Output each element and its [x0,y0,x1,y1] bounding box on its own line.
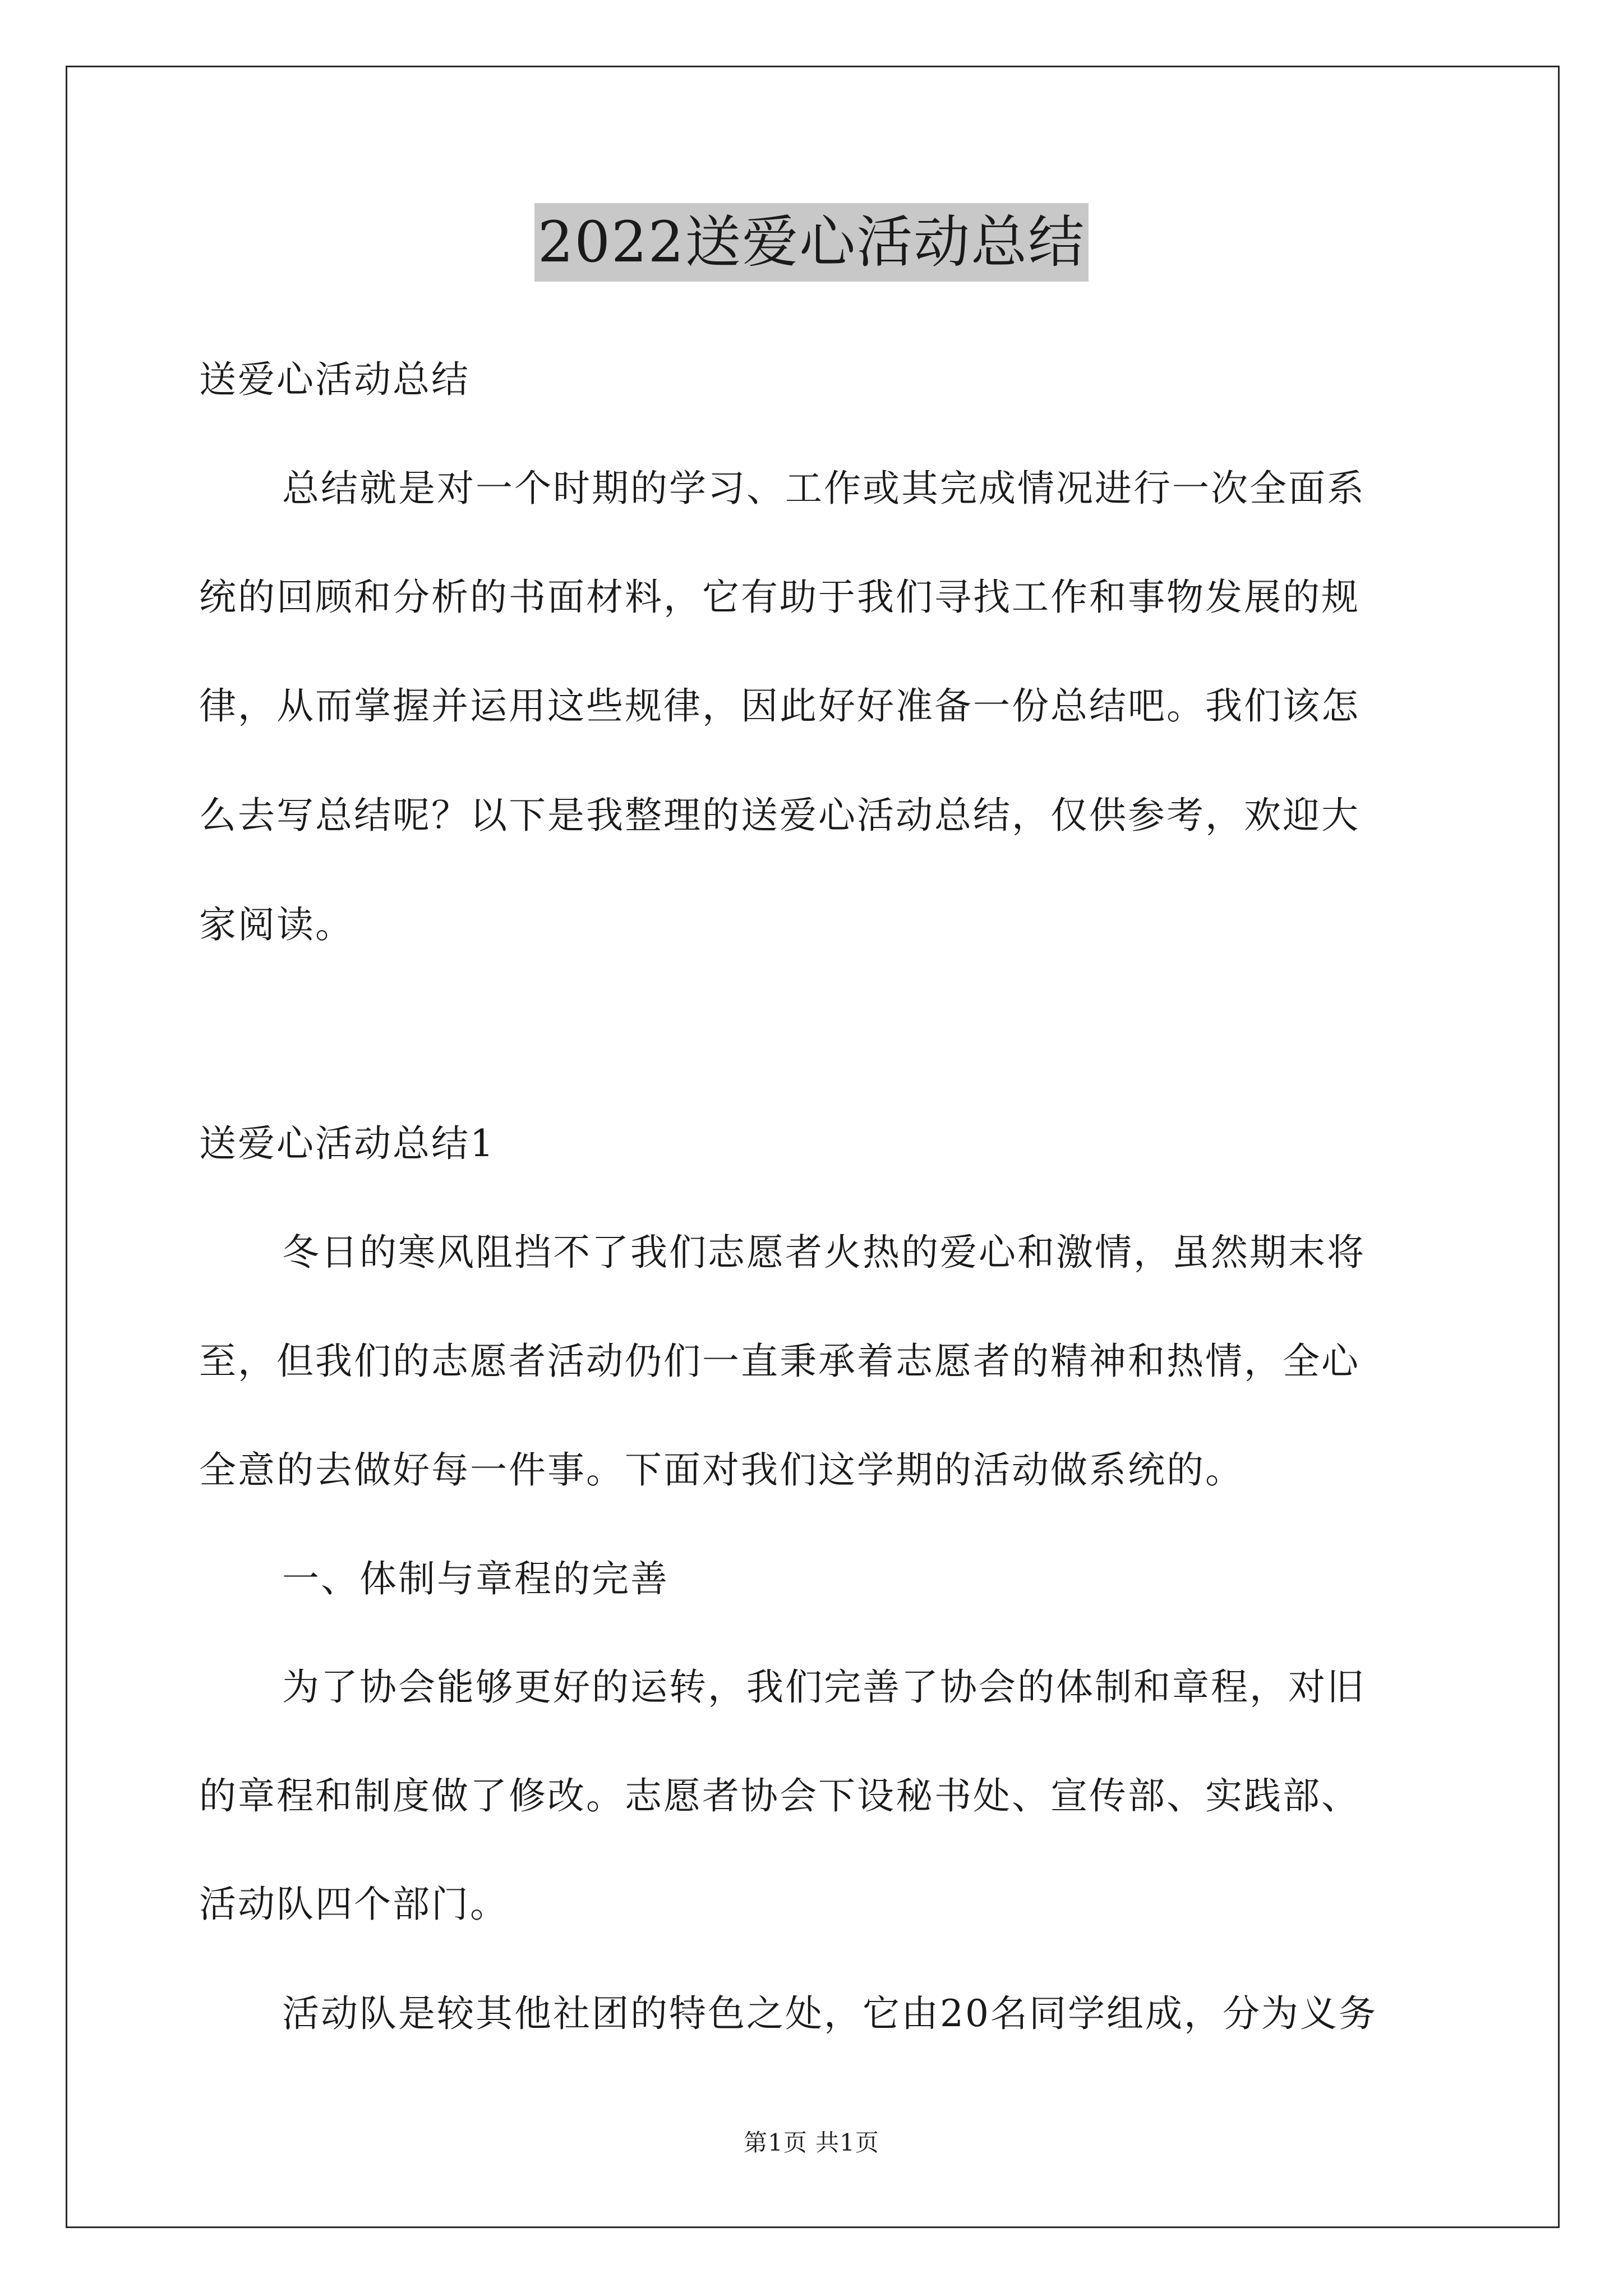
document-title: 2022送爱心活动总结 [534,203,1089,282]
intro-line: 么去写总结呢？以下是我整理的送爱心活动总结，仅供参考，欢迎大 [199,794,1360,837]
paragraph-line: 为了协会能够更好的运转，我们完善了协会的体制和章程，对旧 [282,1665,1366,1709]
section-heading: 送爱心活动总结1 [199,1122,495,1165]
paragraph-line: 活动队四个部门。 [199,1883,509,1926]
intro-line: 总结就是对一个时期的学习、工作或其完成情况进行一次全面系 [282,467,1366,510]
intro-line: 家阅读。 [199,903,354,946]
paragraph-line: 的章程和制度做了修改。志愿者协会下设秘书处、宣传部、实践部、 [199,1774,1360,1818]
paragraph-line: 至，但我们的志愿者活动仍们一直秉承着志愿者的精神和热情，全心 [199,1340,1360,1383]
intro-line: 律，从而掌握并运用这些规律，因此好好准备一份总结吧。我们该怎 [199,684,1360,728]
title-container [0,203,1623,282]
subtitle: 送爱心活动总结 [199,358,470,401]
paragraph-line: 活动队是较其他社团的特色之处，它由20名同学组成，分为义务 [282,1992,1377,2035]
subheading: 一、体制与章程的完善 [282,1557,669,1600]
paragraph-line: 冬日的寒风阻挡不了我们志愿者火热的爱心和激情，虽然期末将 [282,1231,1366,1274]
page-footer: 第1页 共1页 [744,2129,879,2156]
paragraph-line: 全意的去做好每一件事。下面对我们这学期的活动做系统的。 [199,1448,1244,1492]
intro-line: 统的回顾和分析的书面材料，它有助于我们寻找工作和事物发展的规 [199,576,1360,619]
